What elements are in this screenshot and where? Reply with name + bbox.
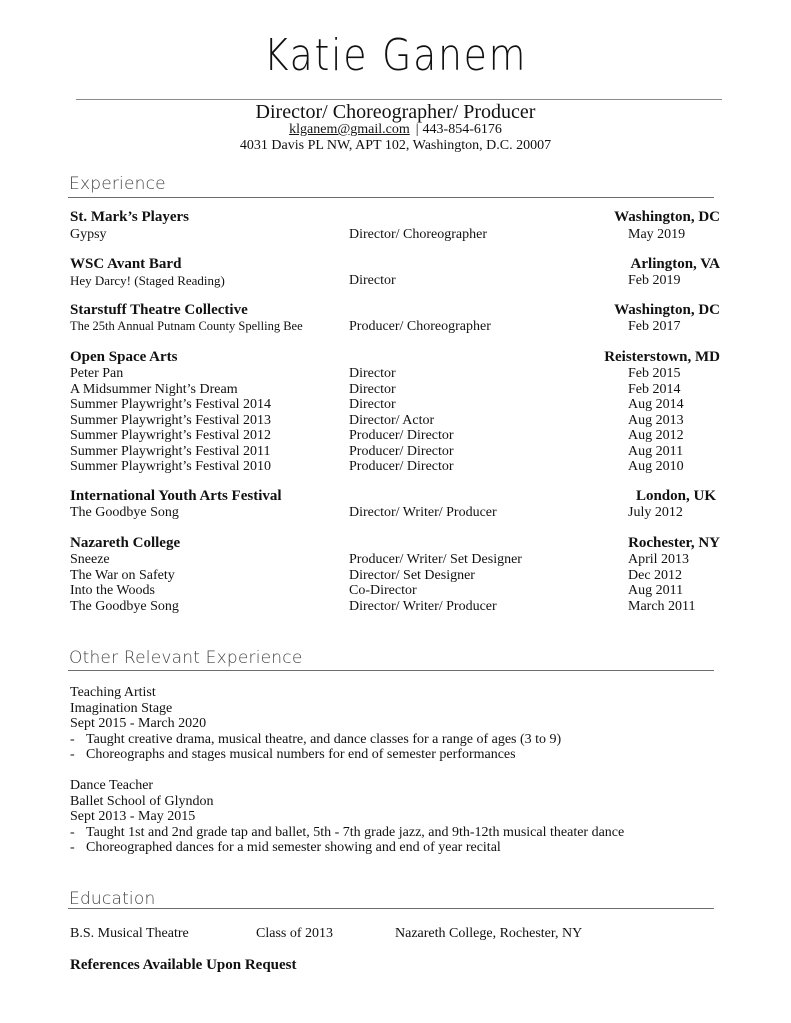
job-title: Dance Teacher <box>70 778 154 793</box>
experience-org-row <box>70 489 720 505</box>
date: July 2012 <box>628 505 683 520</box>
org-location: Reisterstown, MD <box>604 349 720 365</box>
date: Aug 2010 <box>628 459 684 474</box>
org-name: International Youth Arts Festival <box>70 488 282 504</box>
experience-org-row <box>70 257 720 273</box>
section-heading-other-experience: Other Relevant Experience <box>69 648 303 668</box>
org-location: London, UK <box>635 488 716 504</box>
role: Producer/ Director <box>349 443 454 459</box>
job-dates: Sept 2015 - March 2020 <box>70 716 207 731</box>
experience-item <box>70 444 720 460</box>
experience-item <box>70 319 720 335</box>
bullet-text: Taught creative drama, musical theatre, and dance classes for a range of ages (3 to 9) <box>86 731 562 747</box>
section-heading-experience: Experience <box>69 174 166 194</box>
bullet-dash-icon: - <box>70 731 75 747</box>
address: 4031 Davis PL NW, APT 102, Washington, D.C. 20007 <box>239 138 552 153</box>
date: Feb 2017 <box>628 319 681 334</box>
show-title: Summer Playwright’s Festival 2010 <box>70 459 272 474</box>
org-location: Washington, DC <box>614 209 720 225</box>
contact-line <box>0 122 791 138</box>
experience-item <box>70 599 720 615</box>
show-title: The 25th Annual Putnam County Spelling Bee <box>70 319 303 333</box>
contact-separator: | <box>415 122 419 137</box>
education-degree: B.S. Musical Theatre <box>70 926 189 941</box>
bullet-text: Choreographed dances for a mid semester showing and end of year recital <box>86 840 501 855</box>
job-dates: Sept 2013 - May 2015 <box>70 809 196 824</box>
show-title: Summer Playwright’s Festival 2013 <box>70 412 272 428</box>
education-year: Class of 2013 <box>256 926 333 941</box>
role: Producer/ Choreographer <box>349 319 491 334</box>
role: Director <box>349 381 396 397</box>
org-location: Arlington, VA <box>630 256 720 272</box>
show-title: Summer Playwright’s Festival 2012 <box>70 428 272 443</box>
show-title: Sneeze <box>70 552 110 567</box>
date: Aug 2012 <box>628 428 684 443</box>
date: April 2013 <box>628 552 690 567</box>
date: March 2011 <box>628 598 696 614</box>
phone-number: 443-854-6176 <box>422 122 502 137</box>
show-title: The Goodbye Song <box>70 598 179 614</box>
job-bullet <box>70 732 561 748</box>
org-name: Open Space Arts <box>70 349 178 365</box>
role: Director/ Choreographer <box>349 227 487 242</box>
bullet-text: Choreographs and stages musical numbers for end of semester performances <box>86 747 516 762</box>
experience-item <box>70 382 720 398</box>
org-location: Rochester, NY <box>628 535 720 551</box>
experience-item <box>70 568 720 584</box>
org-name: Nazareth College <box>70 535 181 551</box>
bullet-dash-icon: - <box>70 824 75 840</box>
role: Co-Director <box>349 583 417 598</box>
job-organization: Ballet School of Glyndon <box>70 793 214 809</box>
show-title: Summer Playwright’s Festival 2011 <box>70 443 271 459</box>
role: Director <box>349 366 396 381</box>
date: Feb 2014 <box>628 381 681 397</box>
experience-item <box>70 366 720 382</box>
role: Producer/ Writer/ Set Designer <box>349 552 522 567</box>
experience-item <box>70 505 720 521</box>
job-organization: Imagination Stage <box>70 700 173 716</box>
experience-org-row <box>70 303 720 319</box>
bullet-text: Taught 1st and 2nd grade tap and ballet, 5th - 7th grade jazz, and 9th-12th musical theater dance <box>86 824 625 840</box>
professional-title: Director/ Choreographer/ Producer <box>255 101 536 123</box>
section-divider <box>68 197 714 198</box>
experience-item <box>70 459 720 475</box>
date: Feb 2019 <box>628 273 681 288</box>
show-title: The War on Safety <box>70 567 175 583</box>
experience-item <box>70 428 720 444</box>
org-name: WSC Avant Bard <box>70 256 182 272</box>
org-location: Washington, DC <box>614 302 720 318</box>
org-name: Starstuff Theatre Collective <box>70 302 248 318</box>
show-title: The Goodbye Song <box>70 505 179 520</box>
section-divider <box>68 670 714 671</box>
role: Producer/ Director <box>349 459 454 474</box>
role: Director/ Actor <box>349 412 435 428</box>
references-note: References Available Upon Request <box>70 957 297 973</box>
date: Dec 2012 <box>628 567 683 583</box>
job-bullet <box>70 840 501 856</box>
job-bullet <box>70 747 516 763</box>
date: Aug 2014 <box>628 397 684 412</box>
show-title: A Midsummer Night’s Dream <box>70 381 238 397</box>
bullet-dash-icon: - <box>70 840 75 855</box>
date: Aug 2011 <box>628 583 684 598</box>
experience-item <box>70 397 720 413</box>
experience-org-row <box>70 210 720 226</box>
job-title: Teaching Artist <box>70 685 156 700</box>
experience-item <box>70 552 720 568</box>
email-link[interactable]: klganem@gmail.com <box>289 122 410 137</box>
show-title: Peter Pan <box>70 366 124 381</box>
show-title: Gypsy <box>70 227 107 242</box>
experience-org-row <box>70 350 720 366</box>
experience-item <box>70 413 720 429</box>
section-divider <box>68 908 714 909</box>
section-heading-education: Education <box>69 889 156 909</box>
experience-org-row <box>70 536 720 552</box>
role: Director <box>349 273 396 288</box>
date: Aug 2013 <box>628 412 684 428</box>
role: Director/ Writer/ Producer <box>349 505 497 520</box>
education-school: Nazareth College, Rochester, NY <box>395 926 583 941</box>
role: Producer/ Director <box>349 428 454 443</box>
experience-item <box>70 273 720 289</box>
experience-item <box>70 583 720 599</box>
candidate-name: Katie Ganem <box>263 30 528 81</box>
job-bullet <box>70 825 624 841</box>
date: Feb 2015 <box>628 366 681 381</box>
show-title: Hey Darcy! (Staged Reading) <box>70 273 225 288</box>
role: Director/ Writer/ Producer <box>349 598 497 614</box>
date: May 2019 <box>628 227 686 242</box>
bullet-dash-icon: - <box>70 747 75 762</box>
role: Director <box>349 397 396 412</box>
show-title: Into the Woods <box>70 583 155 598</box>
role: Director/ Set Designer <box>349 567 475 583</box>
date: Aug 2011 <box>628 443 684 459</box>
show-title: Summer Playwright’s Festival 2014 <box>70 397 272 412</box>
header-divider <box>76 99 722 100</box>
org-name: St. Mark’s Players <box>70 209 190 225</box>
experience-item <box>70 227 720 243</box>
